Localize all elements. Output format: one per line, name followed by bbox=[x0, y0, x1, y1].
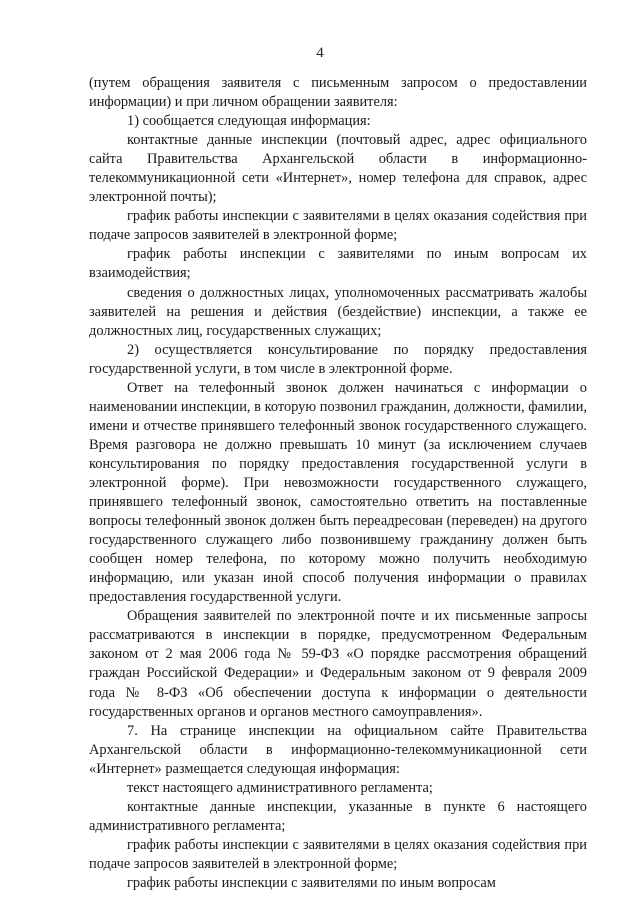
paragraph: график работы инспекции с заявителями в целях оказания содействия при подаче запросов заявителей в электронной форме; bbox=[89, 208, 587, 244]
paragraph: контактные данные инспекции, указанные в пункте 6 настоящего административного регламента; bbox=[89, 798, 587, 834]
page-number: 4 bbox=[316, 45, 324, 61]
paragraph: сведения о должностных лицах, уполномоченных рассматривать жалобы заявителей на решения и действия (бездействие) инспекции, а также ее должностных лиц, государственных служащих; bbox=[89, 284, 587, 339]
paragraph: Ответ на телефонный звонок должен начинаться с информации о наименовании инспекции, в которую позвонил гражданин, должности, фамилии, имени и отчестве принявшего телефонный звонок государственного служащего. Время разговора не должно превышать 10 минут (за исключением случаев консультирования по порядку предоставления государственной услуги в электронной форме). При невозможности государственного служащего, принявшего телефонный звонок, самостоятельно ответить на поставленные вопросы телефонный звонок должен быть переадресован (переведен) на другого государственного служащего либо позвонившему гражданину должен быть сообщен номер телефона, по которому можно получить необходимую информацию, или указан иной способ получения информации о правилах предоставления государственной услуги. bbox=[89, 379, 587, 606]
paragraph: график работы инспекции с заявителями по иным вопросам bbox=[127, 874, 496, 891]
paragraph: 7. На странице инспекции на официальном сайте Правительства Архангельской области в информационно-телекоммуникационной сети «Интернет» размещается следующая информация: bbox=[89, 722, 587, 777]
document-body bbox=[89, 74, 587, 893]
paragraph: 2) осуществляется консультирование по порядку предоставления государственной услуги, в том числе в электронной форме. bbox=[89, 341, 587, 377]
paragraph: контактные данные инспекции (почтовый адрес, адрес официального сайта Правительства Архангельской области в информационно-телекоммуникационной сети «Интернет», номер телефона для справок, адрес электронной почты); bbox=[89, 132, 587, 206]
paragraph: текст настоящего административного регламента; bbox=[127, 779, 433, 796]
paragraph: 1) сообщается следующая информация: bbox=[127, 113, 371, 130]
paragraph: график работы инспекции с заявителями в целях оказания содействия при подаче запросов заявителей в электронной форме; bbox=[89, 836, 587, 872]
paragraph: график работы инспекции с заявителями по иным вопросам их взаимодействия; bbox=[89, 246, 587, 282]
paragraph: Обращения заявителей по электронной почте и их письменные запросы рассматриваются в инспекции в порядке, предусмотренном Федеральным законом от 2 мая 2006 года № 59-ФЗ «О порядке рассмотрения обращений граждан Российской Федерации» и Федеральным законом от 9 февраля 2009 года № 8-ФЗ «Об обеспечении доступа к информации о деятельности государственных органов и органов местного самоуправления». bbox=[89, 608, 587, 720]
paragraph: (путем обращения заявителя с письменным запросом о предоставлении информации) и при личном обращении заявителя: bbox=[89, 75, 587, 111]
